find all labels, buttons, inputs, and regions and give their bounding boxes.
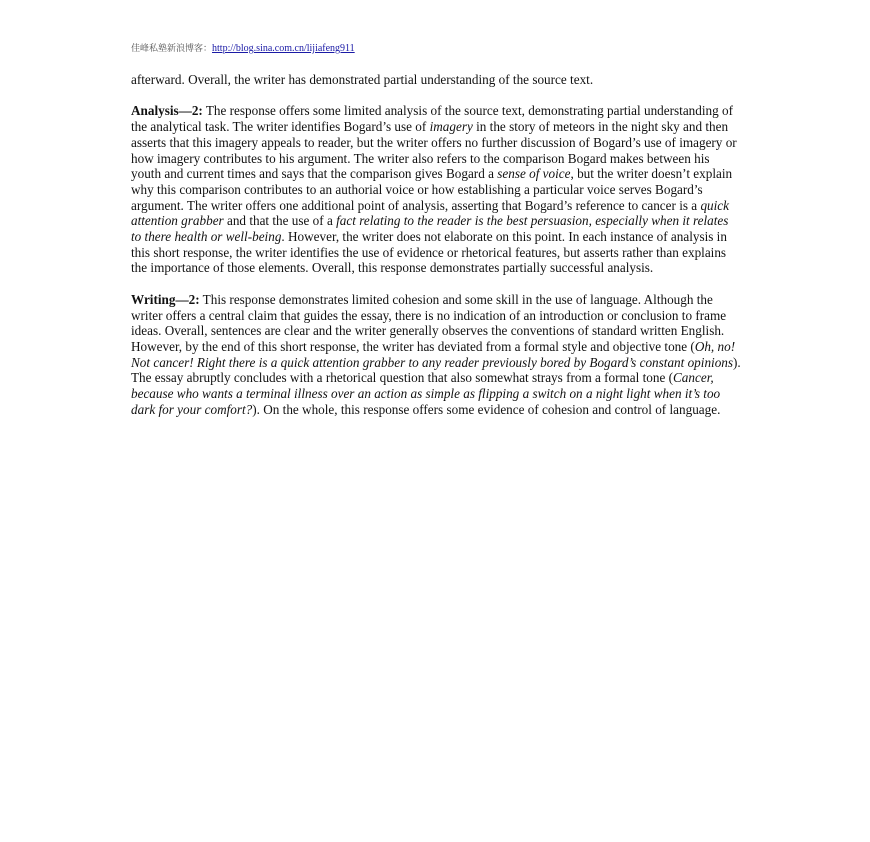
writing-italic-2: Cancer, because who wants a terminal illness over an action as simple as flipping a switch on a night light when it’s too dark for your comfort? — [131, 370, 721, 417]
analysis-paragraph — [131, 103, 741, 276]
writing-paragraph — [131, 292, 741, 418]
writing-text-1: This response demonstrates limited cohesion and some skill in the use of language. Although the writer offers a central claim that guides the essay, there is no indication of an introduction or conclusion to frame ideas. Overall, sentences are clear and the writer generally observes the conventions of standard written English. However, by the end of this short response, the writer has deviated from a formal style and objective tone ( — [131, 291, 727, 354]
writing-text-2: ). The essay abruptly concludes with a rhetorical question that also somewhat strays from a formal tone ( — [131, 354, 741, 386]
analysis-text-3: , but the writer doesn’t explain why this comparison contributes to an authorial voice or how establishing a particular voice serves Bogard’s argument. The writer offers one additional point of analysis, asserting that Bogard’s reference to cancer is a — [131, 166, 733, 213]
blog-label: 佳峰私塾新浪博客： — [131, 44, 213, 54]
analysis-italic-2: sense of voice — [497, 166, 571, 182]
analysis-text-5: . However, the writer does not elaborate on this point. In each instance of analysis in this short response, the writer identifies the use of evidence or rhetorical features, but asserts rather than explains the importance of those elements. Overall, this response demonstrates partially successful analysis. — [131, 229, 727, 276]
page-header — [131, 41, 355, 54]
analysis-italic-1: imagery — [429, 119, 473, 135]
document-body — [131, 72, 741, 433]
writing-label: Writing—2: — [131, 291, 200, 307]
analysis-text-2: in the story of meteors in the night sky and then asserts that this imagery appeals to reader, but the writer offers no further discussion of Bogard’s use of imagery or how imagery contributes to his argument. The writer also refers to the comparison Bogard makes between his youth and current times and says that the comparison gives Bogard a — [131, 119, 737, 182]
analysis-italic-3: quick attention grabber — [131, 197, 729, 229]
writing-text-3: ). On the whole, this response offers some evidence of cohesion and control of language. — [252, 401, 721, 417]
blog-link[interactable]: http://blog.sina.com.cn/lijiafeng911 — [212, 43, 355, 54]
analysis-text-1: The response offers some limited analysis of the source text, demonstrating partial understanding of the analytical task. The writer identifies Bogard’s use of — [131, 103, 733, 135]
analysis-italic-4: fact relating to the reader is the best persuasion, especially when it relates to there health or well-being — [131, 213, 729, 245]
analysis-label: Analysis—2: — [131, 103, 203, 119]
writing-italic-1: Oh, no! Not cancer! Right there is a quick attention grabber to any reader previously bored by Bogard’s constant opinions — [131, 338, 736, 370]
analysis-text-4: and that the use of a — [223, 213, 337, 229]
intro-paragraph: afterward. Overall, the writer has demonstrated partial understanding of the source text. — [131, 72, 594, 87]
